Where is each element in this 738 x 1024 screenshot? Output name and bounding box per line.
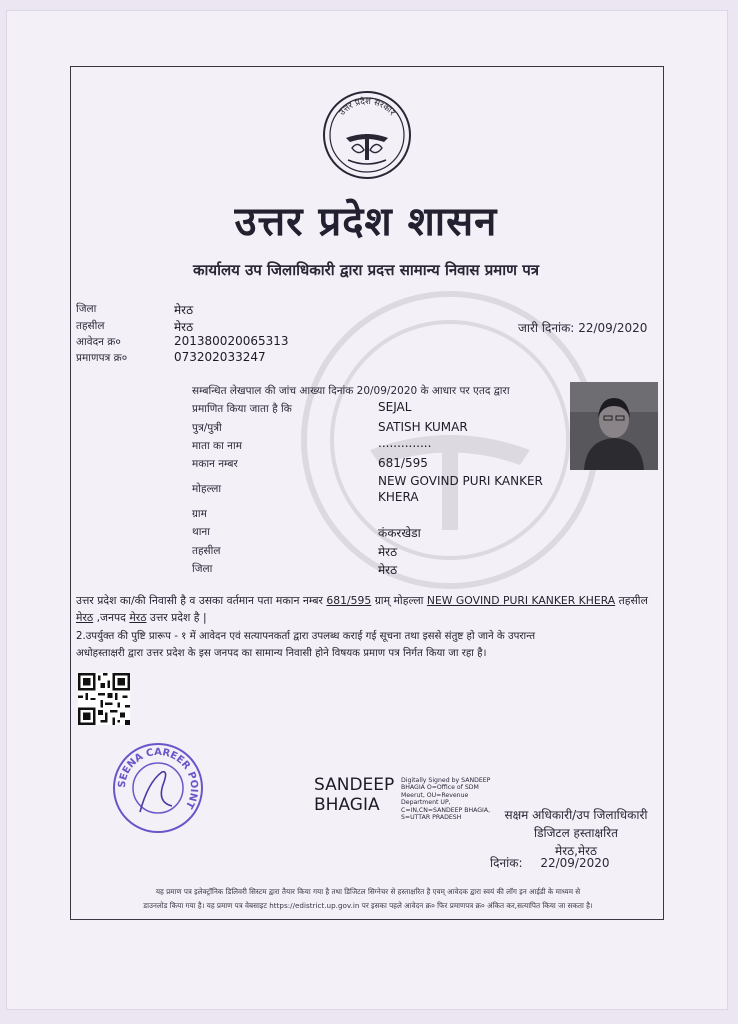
- detail-tehsil-value: मेरठ: [378, 545, 398, 559]
- footer-note-line-2: डाउनलोड किया गया है। यह प्रमाण पत्र वेबसाइट https://edistrict.up.gov.in पर इसका पहले आवेदन क्र० फिर प्रमाणपत्र क्र० अंकित कर,सत्यापित किया जा सकता है।: [143, 901, 593, 910]
- district-label: जिला: [76, 303, 97, 315]
- mother-value: ..............: [378, 436, 432, 450]
- authority-date-label: दिनांक:: [490, 856, 523, 870]
- page-title: उत्तर प्रदेश शासन: [234, 199, 498, 245]
- parent-value: SATISH KUMAR: [378, 420, 468, 434]
- tehsil-value: मेरठ: [174, 320, 194, 334]
- statement-text-2: ग्राम् मोहल्ला: [371, 594, 427, 607]
- issue-date-label: जारी दिनांक:: [518, 321, 575, 335]
- statement-district: मेरठ: [129, 611, 147, 624]
- statement-mohalla: NEW GOVIND PURI KANKER KHERA: [426, 594, 616, 607]
- thana-label: थाना: [192, 526, 210, 538]
- authority-digital-signed: डिजिटल हस्ताक्षरित: [534, 826, 618, 840]
- authority-location: मेरठ,मेरठ: [555, 844, 597, 858]
- issue-date: [518, 319, 647, 336]
- application-number-value: 201380020065313: [174, 334, 289, 348]
- application-number-label: आवेदन क्र०: [76, 336, 121, 348]
- statement-tehsil: मेरठ: [76, 611, 94, 624]
- statement-house: 681/595: [326, 594, 372, 607]
- page-subtitle: कार्यालय उप जिलाधिकारी द्वारा प्रदत्त सामान्य निवास प्रमाण पत्र: [193, 261, 539, 279]
- statement-text-4: ,जनपद: [93, 611, 130, 624]
- signer-name-line-1: SANDEEP: [314, 775, 395, 795]
- emblem-text: उत्तर प्रदेश सरकार: [337, 96, 397, 118]
- detail-tehsil-label: तहसील: [192, 545, 221, 557]
- signer-name-line-2: BHAGIA: [314, 795, 380, 815]
- authority-date: [490, 854, 610, 871]
- applicant-photo: [570, 382, 658, 470]
- verification-line-2: अधोहस्ताक्षरी द्वारा उत्तर प्रदेश के इस जनपद का सामान्य निवासी होने विषयक प्रमाण पत्र निर्गत किया जा रहा है।: [76, 648, 487, 659]
- mother-label: माता का नाम: [192, 440, 242, 452]
- statement-text-5: उत्तर प्रदेश है |: [146, 611, 207, 624]
- village-label: ग्राम: [192, 508, 207, 520]
- residence-statement: [76, 592, 661, 626]
- intro-line-2: प्रमाणित किया जाता है कि: [192, 403, 292, 415]
- qr-code: [78, 673, 130, 725]
- statement-text-3: तहसील: [615, 594, 648, 607]
- house-value: 681/595: [378, 456, 428, 470]
- district-value: मेरठ: [174, 303, 194, 317]
- mohalla-label: मोहल्ला: [192, 483, 222, 495]
- mohalla-value-line-1: NEW GOVIND PURI KANKER: [378, 474, 543, 488]
- parent-label: पुत्र/पुत्री: [192, 422, 222, 434]
- statement-text-1: उत्तर प्रदेश का/की निवासी है व उसका वर्तमान पता मकान नम्बर: [76, 594, 327, 607]
- footer-note-line-1: यह प्रमाण पत्र इलेक्ट्रॉनिक डिलिवरी सिस्टम द्वारा तैयार किया गया है तथा डिजिटल सिग्नेचर से हस्ताक्षरित है एवम् आवेदक द्वारा स्वयं की लॉग इन आईडी के माध्यम से: [155, 887, 581, 896]
- stamp-text: SEENA CAREER POINT: [116, 746, 200, 811]
- verification-line-1: 2.उपर्युक्त की पुष्टि प्रारूप - १ में आवेदन एवं सत्यापनकर्ता द्वारा उपलब्ध कराई गई सूचना तथा इससे संतुष्ट हो जाने के उपरान्त: [76, 631, 536, 642]
- issue-date-value: 22/09/2020: [578, 321, 648, 335]
- mohalla-value-line-2: KHERA: [378, 490, 419, 504]
- authority-date-value: 22/09/2020: [540, 856, 610, 870]
- digital-signature-details: Digitally Signed by SANDEEP BHAGIA O=Office of SDM Meerut, OU=Revenue Department UP, C=IN,CN=SANDEEP BHAGIA, S=UTTAR PRADESH: [401, 777, 491, 822]
- tehsil-label: तहसील: [76, 320, 105, 332]
- institute-stamp: [112, 742, 204, 834]
- detail-district-value: मेरठ: [378, 563, 398, 577]
- signer-name: [314, 775, 394, 815]
- applicant-name: SEJAL: [378, 400, 412, 414]
- intro-line-1: सम्बन्धित लेखपाल की जांच आख्या दिनांक 20/09/2020 के आधार पर एतद द्वारा: [192, 385, 510, 397]
- thana-value: कंकरखेडा: [378, 526, 421, 540]
- certificate-number-label: प्रमाणपत्र क्र०: [76, 352, 128, 364]
- applicant-photo-image: [570, 382, 658, 470]
- detail-district-label: जिला: [192, 563, 213, 575]
- house-label: मकान नम्बर: [192, 458, 238, 470]
- certificate-number-value: 073202033247: [174, 350, 266, 364]
- up-government-emblem: [322, 90, 412, 180]
- authority-designation: सक्षम अधिकारी/उप जिलाधिकारी: [504, 808, 648, 822]
